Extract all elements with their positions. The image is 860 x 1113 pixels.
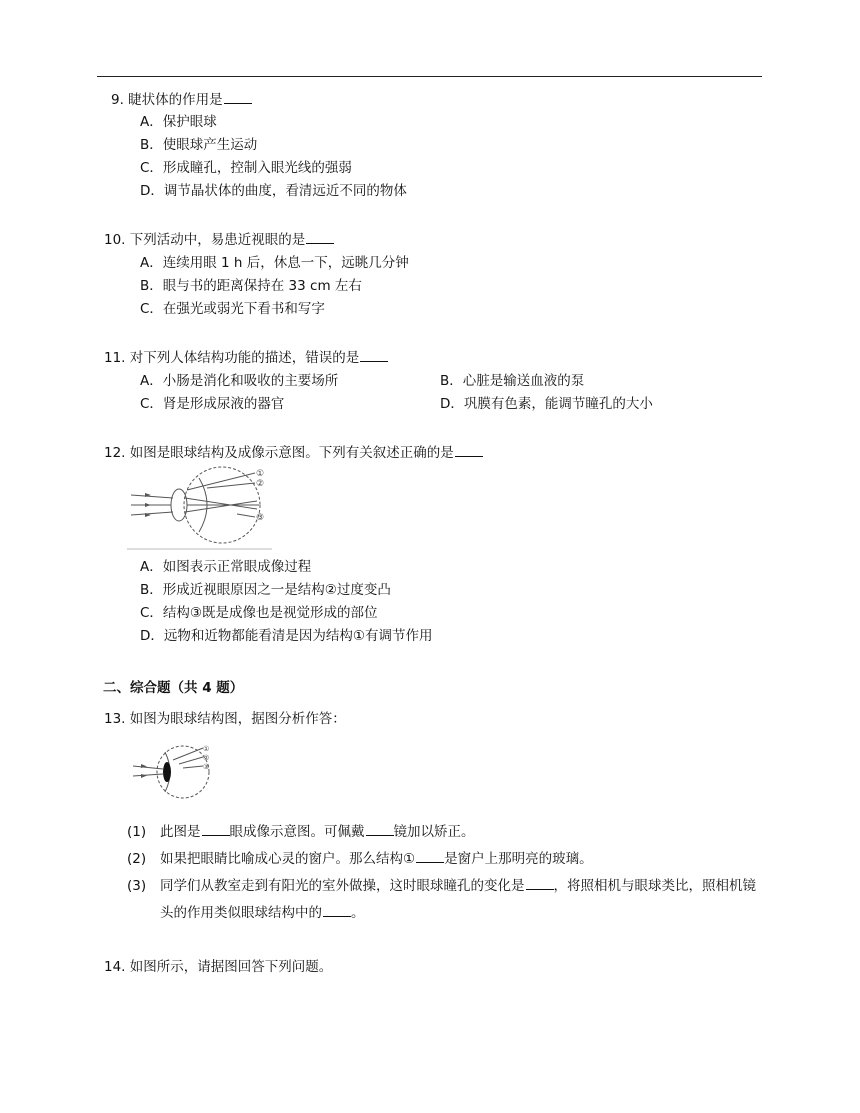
header-rule <box>97 76 762 77</box>
question-10-option-c[interactable]: C．在强光或弱光下看书和写字 <box>140 301 325 317</box>
question-10-option-b[interactable]: B．眼与书的距离保持在 33 cm 左右 <box>140 278 362 294</box>
question-12-option-b[interactable]: B．形成近视眼原因之一是结构②过度变凸 <box>140 582 391 598</box>
question-11-option-d[interactable]: D．巩膜有色素，能调节瞳孔的大小 <box>440 396 653 412</box>
sub-question-3-number: (3) <box>127 878 147 894</box>
question-13-stem: 13. 如图为眼球结构图，据图分析作答： <box>104 711 346 727</box>
sub-question-1-number: (1) <box>127 824 147 840</box>
question-12-option-d[interactable]: D．远物和近物都能看清是因为结构①有调节作用 <box>140 628 433 644</box>
figure-label-3: ③ <box>203 763 210 771</box>
figure-label-2: ② <box>203 754 210 762</box>
sub-question-1-text: 此图是 眼成像示意图。可佩戴 镜加以矫正。 <box>160 824 475 840</box>
answer-blank[interactable] <box>306 231 334 244</box>
answer-blank[interactable] <box>224 91 252 104</box>
question-10-option-a[interactable]: A．连续用眼 1 h 后，休息一下，远眺几分钟 <box>140 255 409 271</box>
answer-blank[interactable] <box>366 823 394 836</box>
sub-question-3-text: 同学们从教室走到有阳光的室外做操，这时眼球瞳孔的变化是 ，将照相机与眼球类比，照相机镜头的作用类似眼球结构中的 。 <box>160 878 756 921</box>
question-12-option-a[interactable]: A．如图表示正常眼成像过程 <box>140 559 312 575</box>
question-12-option-c[interactable]: C．结构③既是成像也是视觉形成的部位 <box>140 605 378 621</box>
question-11-option-c[interactable]: C．肾是形成尿液的器官 <box>140 396 285 412</box>
section-title: 二、综合题（共 4 题） <box>103 680 244 696</box>
figure-label-1: ① <box>203 745 210 753</box>
eye-imaging-figure <box>127 462 272 550</box>
question-9-option-b[interactable]: B．使眼球产生运动 <box>140 137 258 153</box>
question-11-stem: 11. 对下列人体结构功能的描述，错误的是 <box>104 346 388 366</box>
figure-label-2: ② <box>256 479 265 489</box>
eye-structure-figure <box>127 742 217 802</box>
question-12-stem: 12. 如图是眼球结构及成像示意图。下列有关叙述正确的是 <box>104 441 483 461</box>
answer-blank[interactable] <box>202 823 230 836</box>
figure-label-3: ③ <box>256 513 265 523</box>
question-14-stem: 14. 如图所示，请据图回答下列问题。 <box>104 959 333 975</box>
question-9-option-d[interactable]: D．调节晶状体的曲度，看清远近不同的物体 <box>140 183 407 199</box>
question-11-option-a[interactable]: A．小肠是消化和吸收的主要场所 <box>140 373 339 389</box>
answer-blank[interactable] <box>323 904 351 917</box>
question-9-stem: 9. 睫状体的作用是 <box>111 88 252 108</box>
question-10-stem: 10. 下列活动中，易患近视眼的是 <box>104 228 334 248</box>
answer-blank[interactable] <box>455 444 483 457</box>
question-9-option-a[interactable]: A．保护眼球 <box>140 114 217 130</box>
figure-label-1: ① <box>256 469 265 479</box>
answer-blank[interactable] <box>526 877 554 890</box>
sub-question-2-number: (2) <box>127 851 147 867</box>
question-11-option-b[interactable]: B．心脏是输送血液的泵 <box>440 373 585 389</box>
answer-blank[interactable] <box>416 850 444 863</box>
answer-blank[interactable] <box>360 349 388 362</box>
question-9-option-c[interactable]: C．形成瞳孔，控制入眼光线的强弱 <box>140 160 352 176</box>
sub-question-2-text: 如果把眼睛比喻成心灵的窗户。那么结构① 是窗户上那明亮的玻璃。 <box>160 851 593 867</box>
